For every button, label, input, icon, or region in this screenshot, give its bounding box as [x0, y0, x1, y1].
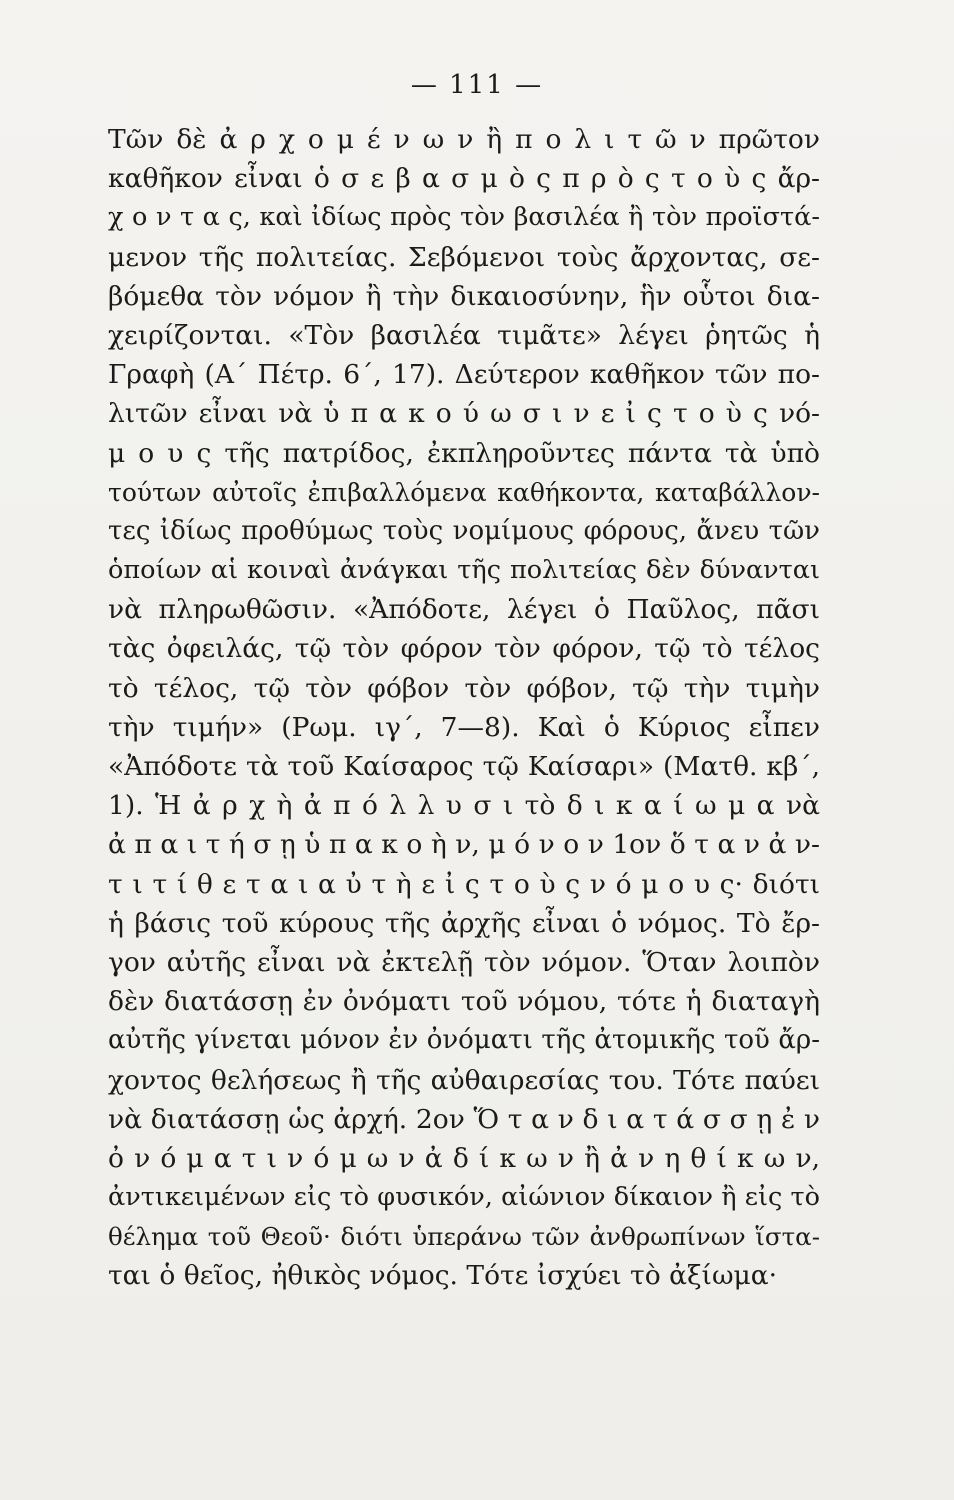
text-line: καθῆκον εἶναι ὁ σ ε β α σ μ ὸ ς π ρ ὸ ς τ ο ὺ ς ἄρ-: [108, 163, 820, 195]
text-line: «Ἀπόδοτε τὰ τοῦ Καίσαρος τῷ Καίσαρι» (Ματθ. κβ΄,: [108, 751, 820, 782]
text-line: Γραφὴ (Α΄ Πέτρ. 6΄, 17). Δεύτερον καθῆκον τῶν πο-: [108, 359, 820, 391]
text-line: μ ο υ ς τῆς πατρίδος, ἐκπληροῦντες πάντα τὰ ὑπὸ: [108, 437, 820, 469]
text-line: νὰ πληρωθῶσιν. «Ἀπόδοτε, λέγει ὁ Παῦλος, πᾶσι: [108, 594, 820, 626]
text-line: τὸ τέλος, τῷ τὸν φόβον τὸν φόβον, τῷ τὴν τιμὴν: [108, 672, 820, 704]
text-line: δὲν διατάσσῃ ἐν ὀνόματι τοῦ νόμου, τότε ἡ διαταγὴ: [108, 986, 820, 1018]
text-line: χειρίζονται. «Τὸν βασιλέα τιμᾶτε» λέγει ῥητῶς ἡ: [108, 319, 820, 351]
text-line: τες ἰδίως προθύμως τοὺς νομίμους φόρους, ἄνευ τῶν: [108, 515, 820, 546]
text-line: αὐτῆς γίνεται μόνον ἐν ὀνόματι τῆς ἀτομικῆς τοῦ ἄρ-: [108, 1025, 820, 1056]
text-line: λιτῶν εἶναι νὰ ὑ π α κ ο ύ ω σ ι ν ε ἰ ς τ ο ὺ ς νό-: [108, 398, 820, 430]
text-line: γον αὐτῆς εἶναι νὰ ἐκτελῇ τὸν νόμον. Ὅταν λοιπὸν: [108, 946, 820, 978]
text-line: τούτων αὐτοῖς ἐπιβαλλόμενα καθήκοντα, καταβάλλον-: [108, 477, 820, 507]
text-line: μενον τῆς πολιτείας. Σεβόμενοι τοὺς ἄρχοντας, σε-: [108, 241, 820, 273]
text-line: ἡ βάσις τοῦ κύρους τῆς ἀρχῆς εἶναι ὁ νόμος. Τὸ ἔρ-: [108, 907, 820, 939]
text-line: 1). Ἡ ἀ ρ χ ὴ ἀ π ό λ λ υ σ ι τὸ δ ι κ α ί ω μ α νὰ: [108, 790, 820, 822]
text-line: ὁποίων αἱ κοιναὶ ἀνάγκαι τῆς πολιτείας δὲν δύνανται: [108, 555, 820, 586]
text-line: ἀντικειμένων εἰς τὸ φυσικόν, αἰώνιον δίκαιον ἢ εἰς τὸ: [108, 1182, 820, 1213]
text-line: χοντος θελήσεως ἢ τῆς αὐθαιρεσίας του. Τότε παύει: [108, 1064, 820, 1096]
text-line: θέλημα τοῦ Θεοῦ· διότι ὑπεράνω τῶν ἀνθρωπίνων ἵστα-: [108, 1222, 820, 1252]
text-line: ἀ π α ι τ ή σ ῃ ὑ π α κ ο ὴ ν, μ ό ν ο ν 1ον ὅ τ α ν ἀ ν-: [108, 829, 820, 861]
text-line: τὴν τιμήν» (Ρωμ. ιγ΄, 7—8). Καὶ ὁ Κύριος εἶπεν: [108, 711, 820, 743]
text-line: τ ι τ ί θ ε τ α ι α ὐ τ ὴ ε ἰ ς τ ο ὺ ς ν ό μ ο υ ς· διότι: [108, 868, 820, 900]
text-line: Τῶν δὲ ἀ ρ χ ο μ έ ν ω ν ἢ π ο λ ι τ ῶ ν πρῶτον: [108, 124, 820, 155]
text-line: ται ὁ θεῖος, ἠθικὸς νόμος. Τότε ἰσχύει τὸ ἀξίωμα·: [108, 1260, 778, 1292]
page-number: — 111 —: [410, 70, 544, 100]
text-line: βόμεθα τὸν νόμον ἢ τὴν δικαιοσύνην, ἣν οὗτοι δια-: [108, 280, 820, 312]
text-line: χ ο ν τ α ς, καὶ ἰδίως πρὸς τὸν βασιλέα ἢ τὸν προϊστά-: [108, 202, 820, 233]
text-line: νὰ διατάσσῃ ὡς ἀρχή. 2ον Ὅ τ α ν δ ι α τ ά σ σ ῃ ἐ ν: [108, 1103, 820, 1135]
text-line: ὀ ν ό μ α τ ι ν ό μ ω ν ἀ δ ί κ ω ν ἢ ἀ ν η θ ί κ ω ν,: [108, 1142, 820, 1174]
text-line: τὰς ὀφειλάς, τῷ τὸν φόρον τὸν φόρον, τῷ τὸ τέλος: [108, 633, 820, 665]
body-text: [108, 120, 820, 1296]
